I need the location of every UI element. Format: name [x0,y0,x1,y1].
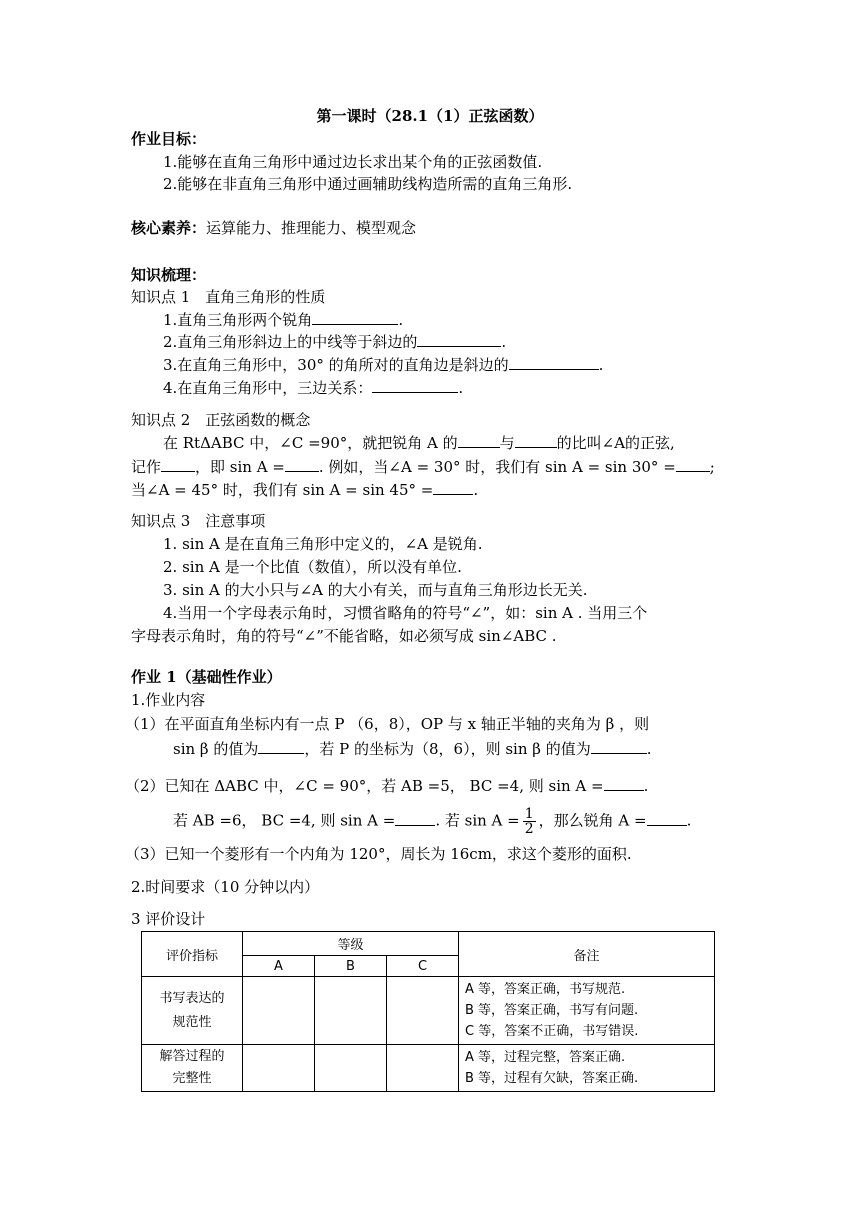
note-line: A 等，过程完整，答案正确. [465,1050,626,1065]
period: . [398,311,404,329]
question-text: ，若 P 的坐标为（8，6），则 sin β 的值为 [304,740,591,758]
fill-blank[interactable] [647,811,687,826]
content-title: 1.作业内容 [131,691,206,709]
fill-blank[interactable] [312,310,398,325]
fill-blank[interactable] [509,355,599,370]
point1-text: 3.在直角三角形中，30° 的角所对的直角边是斜边的 [163,356,509,374]
point2-text: ; [709,458,715,476]
period: . [501,333,507,351]
question-text: . [646,740,652,758]
fraction-denominator: 2 [524,821,534,837]
question-text: 若 AB =6， BC =4, 则 sin A = [173,811,396,830]
point2-line [163,433,675,453]
grade-cell[interactable] [315,977,387,1045]
goal-heading: 作业目标： [131,130,207,148]
point2-line [131,480,478,500]
question-1: （1）在平面直角坐标内有一点 P （6，8），OP 与 x 轴正半轴的夹角为 β ，则 [125,715,650,733]
question-text: . 若 sin A = [435,811,520,830]
question-2 [125,776,648,796]
point1-line [163,355,603,375]
note-cell [459,1045,715,1092]
grade-cell[interactable] [387,977,459,1045]
point2-line [131,457,715,477]
note-cell [459,977,715,1045]
homework1-heading: 作业 1（基础性作业） [131,668,282,686]
goal-item: 1.能够在直角三角形中通过边长求出某个角的正弦函数值. [163,153,543,171]
note-line: C 等，答案不正确，书写错误. [465,1024,639,1039]
header-note: 备注 [459,932,715,977]
point2-text: 的比叫∠A的正弦, [556,434,675,452]
point1-text: 1.直角三角形两个锐角 [163,311,313,329]
fill-blank[interactable] [433,480,473,495]
point1-line [163,310,403,330]
point3-line: 3. sin A 的大小只与∠A 的大小有关，而与直角三角形边长无关. [163,581,588,599]
question-text: . [686,811,692,830]
note-line: A 等，答案正确，书写规范. [465,982,626,997]
grade-b: B [315,956,387,977]
question-text: （2）已知在 ΔABC 中，∠C = 90°，若 AB =5， BC =4, 则 sin A = [125,777,604,795]
core-text: 运算能力、推理能力、模型观念 [206,219,417,237]
fill-blank[interactable] [676,457,710,472]
point2-text: 与 [499,434,515,452]
period: . [458,379,464,397]
point1-line [163,378,463,398]
fill-blank[interactable] [458,433,500,448]
fill-blank[interactable] [515,433,557,448]
point2-text: ，即 sin A = [195,458,285,476]
question-text: sin β 的值为 [173,740,259,758]
point1-text: 4.在直角三角形中，三边关系： [163,379,373,397]
indicator-cell [142,977,243,1045]
goal-item: 2.能够在非直角三角形中通过画辅助线构造所需的直角三角形. [163,175,573,193]
indicator-cell [142,1045,243,1092]
grade-a: A [243,956,315,977]
point3-line: 字母表示角时，角的符号“∠”不能省略，如必须写成 sin∠ABC . [131,627,557,645]
indicator-text: 书写表达的 [159,990,225,1006]
table-row [142,977,715,1045]
point2-text: 在 RtΔABC 中，∠C =90°，就把锐角 A 的 [163,434,458,452]
page-title: 第一课时（28.1（1）正弦函数） [316,107,544,125]
grade-cell[interactable] [243,977,315,1045]
fill-blank[interactable] [604,776,644,791]
fill-blank[interactable] [258,739,304,754]
fill-blank[interactable] [161,457,195,472]
point3-line: 4.当用一个字母表示角时，习惯省略角的符号“∠”，如：sin A . 当用三个 [163,604,648,622]
table-row [142,1045,715,1092]
grade-c: C [387,956,459,977]
period: . [598,356,604,374]
point3-title: 知识点 3 注意事项 [131,512,266,530]
question-text: . [643,777,649,795]
point1-text: 2.直角三角形斜边上的中线等于斜边的 [163,333,418,351]
core-heading: 核心素养： [131,219,207,237]
core-literacy [131,218,416,238]
header-grade: 等级 [243,932,459,956]
header-indicator: 评价指标 [142,932,243,977]
fraction-numerator: 1 [524,806,534,822]
time-requirement: 2.时间要求（10 分钟以内） [131,878,320,896]
fill-blank[interactable] [417,332,501,347]
point2-title: 知识点 2 正弦函数的概念 [131,411,311,429]
point1-line [163,332,506,352]
point1-title: 知识点 1 直角三角形的性质 [131,288,326,306]
fill-blank[interactable] [285,457,319,472]
point3-line: 2. sin A 是一个比值（数值），所以没有单位. [163,558,462,576]
point2-text: 当∠A = 45° 时，我们有 sin A = sin 45° = [131,481,434,499]
fill-blank[interactable] [591,739,647,754]
point2-text: . [473,481,479,499]
point2-text: 记作 [131,458,162,476]
question-2-line2 [173,807,691,836]
indicator-text: 规范性 [172,1014,212,1030]
question-text: ，那么锐角 A = [538,811,647,830]
evaluation-table [141,931,715,1092]
question-3: （3）已知一个菱形有一个内角为 120°，周长为 16cm，求这个菱形的面积. [125,845,632,863]
note-line: B 等，过程有欠缺，答案正确. [465,1071,639,1086]
fraction [523,807,536,836]
question-1-line2 [173,739,652,759]
fill-blank[interactable] [395,811,435,826]
grade-cell[interactable] [243,1045,315,1092]
point3-line: 1. sin A 是在直角三角形中定义的，∠A 是锐角. [163,535,483,553]
knowledge-heading: 知识梳理： [131,266,207,284]
indicator-text: 解答过程的 [159,1049,225,1064]
grade-cell[interactable] [315,1045,387,1092]
point2-text: . 例如，当∠A = 30° 时，我们有 sin A = sin 30° = [318,458,676,476]
indicator-text: 完整性 [172,1071,212,1086]
fill-blank[interactable] [372,378,458,393]
grade-cell[interactable] [387,1045,459,1092]
note-line: B 等，答案正确，书写有问题. [465,1003,639,1018]
evaluation-title: 3 评价设计 [131,910,206,928]
